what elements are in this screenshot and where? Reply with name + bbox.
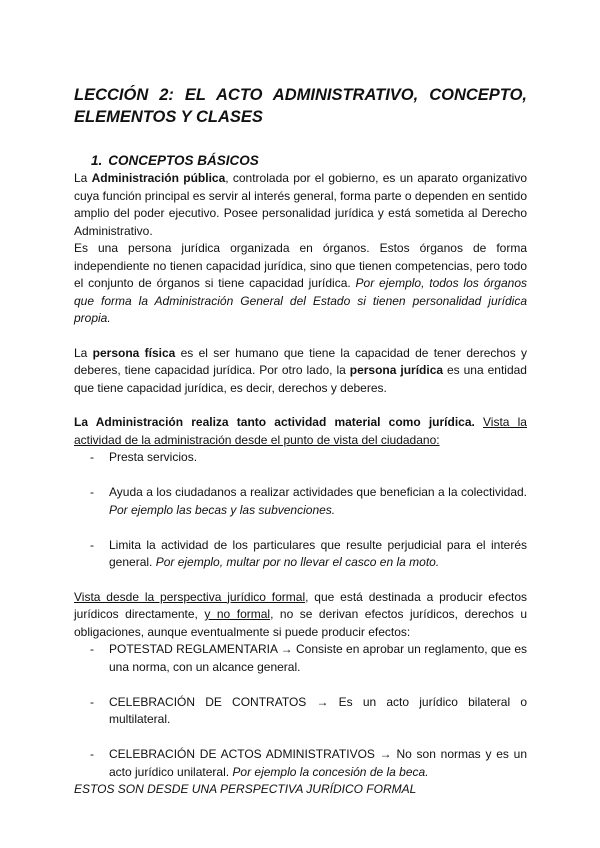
- text-run: es el ser humano que tiene la capacidad de tener derechos y deberes, tiene capacidad jurídica. Por otro lado, la: [74, 345, 528, 377]
- list-item: [74, 449, 527, 467]
- list-item-text: CELEBRACIÓN DE ACTOS ADMINISTRATIVOS → No son normas y es un acto jurídico unilateral.: [109, 747, 527, 779]
- section-number: 1.: [91, 153, 103, 168]
- example-text: Por ejemplo las becas y las subvenciones.: [109, 502, 336, 517]
- list-item-text: Presta servicios.: [109, 450, 198, 464]
- list-item: [74, 641, 527, 676]
- list-item: [74, 537, 527, 572]
- list-item: [74, 746, 527, 781]
- dash-marker: -: [90, 485, 94, 499]
- paragraph-persona-juridica: [74, 240, 527, 328]
- bold-statement: La Administración realiza tanto actividad material como jurídica.: [74, 415, 475, 429]
- paragraph-administracion: [74, 170, 527, 240]
- text-run: La: [74, 345, 93, 360]
- section-heading-text: CONCEPTOS BÁSICOS: [108, 153, 259, 168]
- section-heading: [91, 152, 527, 170]
- text-run: , no se derivan efectos jurídicos, derechos u obligaciones, aunque eventualmente si puede producir efectos:: [74, 607, 528, 639]
- bold-term: persona física: [92, 345, 176, 360]
- paragraph-persona-fisica: [74, 345, 527, 398]
- list-item-text: CELEBRACIÓN DE CONTRATOS → Es un acto jurídico bilateral o multilateral.: [109, 694, 527, 726]
- closing-text: ESTOS SON DESDE UNA PERSPECTIVA JURÍDICO FORMAL: [74, 782, 417, 796]
- list-item-text: Limita la actividad de los particulares que resulte perjudicial para el interés general.: [109, 537, 527, 569]
- underlined-text: Vista la actividad de la administración desde el punto de vista del ciudadano:: [74, 415, 527, 447]
- list-item: [74, 694, 527, 729]
- text-run: , que está destinada a producir efectos jurídicos directamente,: [74, 589, 527, 621]
- underlined-text: Vista desde la perspectiva jurídico formal: [74, 589, 306, 604]
- document-page: [74, 84, 527, 799]
- list-item-text: POTESTAD REGLAMENTARIA → Consiste en aprobar un reglamento, que es una norma, con un alcance general.: [109, 642, 527, 674]
- example-text: Por ejemplo la concesión de la beca.: [232, 764, 429, 779]
- text-run: , controlada por el gobierno, es un aparato organizativo cuya función principal es servir al interés general, forma parte o dependen en sentido amplio del poder ejecutivo. Posee personalidad jurídica y está sometida al Derecho Administrativo.: [74, 171, 527, 238]
- list-juridico-formal: [74, 641, 527, 781]
- page-title: LECCIÓN 2: EL ACTO ADMINISTRATIVO, CONCEPTO, ELEMENTOS Y CLASES: [74, 86, 527, 126]
- closing-line: [74, 781, 527, 799]
- bold-term: persona jurídica: [349, 363, 444, 377]
- example-text: Por ejemplo, todos los órganos que forma la Administración General del Estado si tienen personalidad jurídica propia.: [74, 276, 527, 325]
- dash-marker: -: [90, 642, 94, 656]
- example-text: Por ejemplo, multar por no llevar el casco en la moto.: [155, 555, 440, 569]
- dash-marker: -: [90, 537, 94, 552]
- list-ciudadano: [74, 449, 527, 572]
- text-run: Es una persona jurídica organizada en órganos. Estos órganos de forma independiente no tienen capacidad jurídica, sino que tienen competencias, pero todo el conjunto de órganos si tiene capacidad jurídica.: [74, 241, 527, 290]
- dash-marker: -: [90, 450, 94, 464]
- list-item-text: Ayuda a los ciudadanos a realizar actividades que benefician a la colectividad.: [109, 485, 527, 499]
- bold-term: Administración pública: [91, 171, 226, 185]
- dash-marker: -: [90, 747, 94, 761]
- text-run: es una entidad que tiene capacidad jurídica, es decir, derechos y deberes.: [74, 363, 527, 395]
- list-item: [74, 484, 527, 519]
- text-run: La: [74, 171, 92, 185]
- paragraph-perspectiva: [74, 589, 527, 642]
- dash-marker: -: [90, 694, 94, 709]
- paragraph-actividad: [74, 414, 527, 449]
- underlined-text: y no formal: [204, 607, 271, 621]
